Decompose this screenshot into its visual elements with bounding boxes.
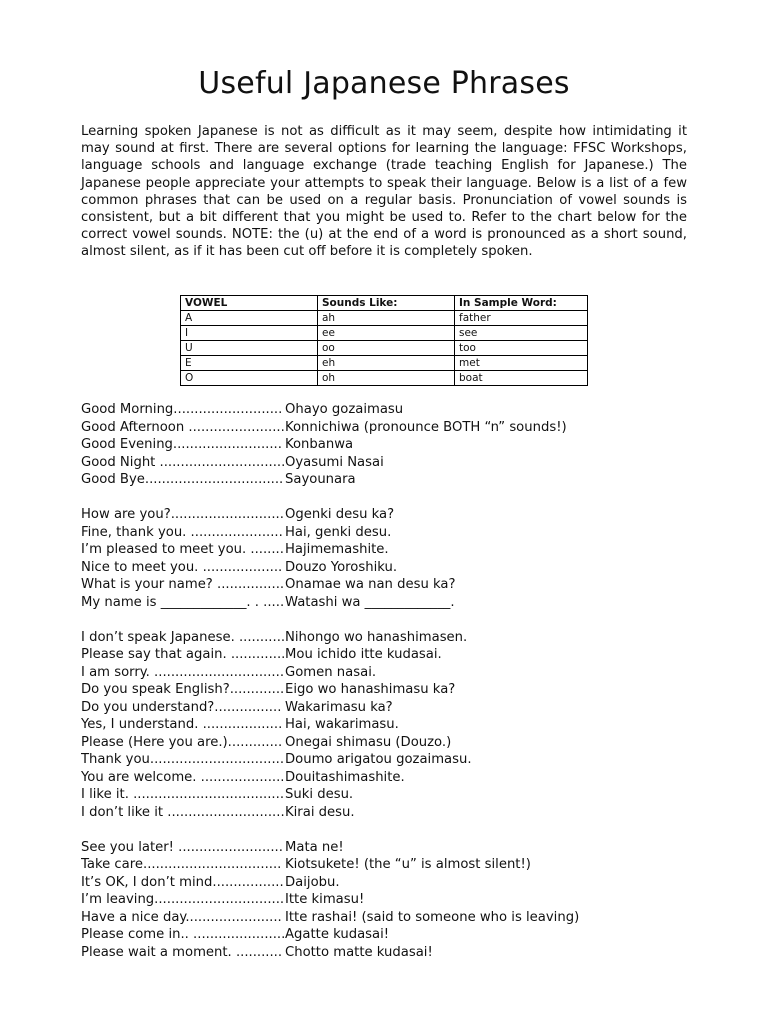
english-phrase: I don’t speak Japanese. ...........: [81, 629, 285, 645]
japanese-phrase: Douitashimashite.: [285, 769, 405, 785]
english-phrase: Good Bye.................................: [81, 472, 284, 487]
sound-cell: oo: [318, 341, 455, 356]
table-row: [181, 356, 588, 371]
page-title: Useful Japanese Phrases: [198, 66, 570, 101]
japanese-phrase: Eigo wo hanashimasu ka?: [285, 682, 456, 697]
english-phrase: Thank you................................: [81, 752, 285, 767]
list-item: [81, 944, 701, 962]
vowel-cell: A: [181, 311, 318, 326]
japanese-phrase: Itte rashai! (said to someone who is leaving): [285, 909, 580, 925]
vowel-table-header: [181, 296, 588, 311]
japanese-phrase: Konbanwa: [285, 437, 354, 452]
vowel-cell: U: [181, 341, 318, 356]
list-item: [81, 909, 701, 927]
japanese-phrase: Gomen nasai.: [285, 664, 377, 680]
vowel-cell: O: [181, 371, 318, 386]
japanese-phrase: Oyasumi Nasai: [285, 454, 384, 470]
japanese-phrase: Kirai desu.: [285, 804, 355, 820]
list-item: [81, 664, 701, 682]
sound-cell: eh: [318, 356, 455, 371]
phrase-group: [81, 629, 701, 822]
vowel-table: [180, 295, 588, 386]
sound-cell: oh: [318, 371, 455, 386]
japanese-phrase: Hajimemashite.: [285, 542, 389, 557]
list-item: [81, 454, 701, 472]
english-phrase: I don’t like it ............................: [81, 804, 285, 820]
japanese-phrase: Doumo arigatou gozaimasu.: [285, 752, 472, 767]
english-phrase: My name is _____________. . .....: [81, 594, 285, 610]
japanese-phrase: Ogenki desu ka?: [285, 507, 395, 522]
vowel-cell: I: [181, 326, 318, 341]
japanese-phrase: Sayounara: [285, 472, 356, 487]
japanese-phrase: Watashi wa _____________.: [285, 594, 455, 610]
list-item: [81, 769, 701, 787]
english-phrase: Do you speak English?.............: [81, 682, 285, 697]
table-row: [181, 311, 588, 326]
english-phrase: How are you?...........................: [81, 507, 284, 522]
japanese-phrase: Nihongo wo hanashimasen.: [285, 629, 468, 645]
list-item: [81, 926, 701, 944]
japanese-phrase: Douzo Yoroshiku.: [285, 559, 398, 575]
english-phrase: Good Evening..........................: [81, 437, 282, 452]
japanese-phrase: Mata ne!: [285, 839, 344, 855]
table-row: [181, 326, 588, 341]
list-item: [81, 506, 701, 524]
japanese-phrase: Kiotsukete! (the “u” is almost silent!): [285, 857, 531, 872]
intro-paragraph: Learning spoken Japanese is not as difficult as it may seem, despite how intimidating it may sound at first. There are several options for learning the language: FFSC Workshops, language schools and language exchange (trade teaching English for Japanese.) The Japanese people appreciate your attempts to speak their language. Below is a list of a few common phrases that can be used on a regular basis. Pronunciation of vowel sounds is consistent, but a bit different that you might be used to. Refer to the chart below for the correct vowel sounds. NOTE: the (u) at the end of a word is pronounced as a short sound, almost silent, as if it has been cut off before it is completely spoken.: [81, 124, 687, 260]
english-phrase: Please wait a moment. ...........: [81, 944, 283, 960]
english-phrase: It’s OK, I don’t mind.................: [81, 874, 284, 890]
english-phrase: Good Afternoon .......................: [81, 419, 285, 435]
list-item: [81, 716, 701, 734]
japanese-phrase: Hai, genki desu.: [285, 524, 392, 540]
sample-word-cell: father: [455, 311, 588, 326]
list-item: [81, 576, 701, 594]
sample-word-cell: boat: [455, 371, 588, 386]
list-item: [81, 646, 701, 664]
english-phrase: What is your name? ................: [81, 577, 285, 592]
japanese-phrase: Ohayo gozaimasu: [285, 402, 404, 417]
sample-word-cell: met: [455, 356, 588, 371]
list-item: [81, 419, 701, 437]
list-item: [81, 734, 701, 752]
english-phrase: Good Morning..........................: [81, 402, 283, 417]
japanese-phrase: Agatte kudasai!: [285, 927, 390, 942]
list-item: [81, 401, 701, 419]
english-phrase: See you later! .........................: [81, 839, 283, 855]
english-phrase: I am sorry. ...............................: [81, 664, 285, 680]
english-phrase: Nice to meet you. ...................: [81, 559, 283, 575]
list-item: [81, 594, 701, 612]
japanese-phrase: Hai, wakarimasu.: [285, 717, 399, 732]
list-item: [81, 699, 701, 717]
japanese-phrase: Itte kimasu!: [285, 892, 365, 907]
sample-word-cell: see: [455, 326, 588, 341]
english-phrase: I like it. ....................................: [81, 787, 285, 802]
phrase-group: [81, 506, 701, 611]
english-phrase: Please say that again. .............: [81, 647, 285, 662]
english-phrase: Please come in.. ......................: [81, 927, 285, 942]
japanese-phrase: Onegai shimasu (Douzo.): [285, 734, 452, 750]
english-phrase: Yes, I understand. ...................: [81, 717, 283, 732]
english-phrase: Fine, thank you. ......................: [81, 524, 283, 540]
list-item: [81, 541, 701, 559]
english-phrase: Take care.................................: [81, 857, 282, 872]
list-item: [81, 436, 701, 454]
english-phrase: Good Night ..............................: [81, 454, 285, 470]
list-item: [81, 471, 701, 489]
english-phrase: Do you understand?................: [81, 699, 282, 715]
list-item: [81, 751, 701, 769]
list-item: [81, 524, 701, 542]
list-item: [81, 786, 701, 804]
sound-cell: ah: [318, 311, 455, 326]
english-phrase: Have a nice day.......................: [81, 909, 282, 925]
english-phrase: I’m pleased to meet you. ........: [81, 542, 284, 557]
english-phrase: Please (Here you are.).............: [81, 734, 283, 750]
list-item: [81, 681, 701, 699]
japanese-phrase: Chotto matte kudasai!: [285, 944, 433, 960]
sounds-like-header: Sounds Like:: [318, 296, 455, 311]
japanese-phrase: Wakarimasu ka?: [285, 699, 393, 715]
phrase-group: [81, 839, 701, 962]
japanese-phrase: Konnichiwa (pronounce BOTH “n” sounds!): [285, 419, 567, 435]
japanese-phrase: Mou ichido itte kudasai.: [285, 647, 442, 662]
list-item: [81, 629, 701, 647]
list-item: [81, 891, 701, 909]
english-phrase: You are welcome. ....................: [81, 769, 285, 785]
sound-cell: ee: [318, 326, 455, 341]
list-item: [81, 559, 701, 577]
english-phrase: I’m leaving...............................: [81, 892, 285, 907]
sample-word-header: In Sample Word:: [455, 296, 588, 311]
vowel-header: VOWEL: [181, 296, 318, 311]
list-item: [81, 856, 701, 874]
japanese-phrase: Suki desu.: [285, 787, 354, 802]
vowel-cell: E: [181, 356, 318, 371]
phrase-group: [81, 401, 701, 489]
japanese-phrase: Daijobu.: [285, 874, 340, 890]
table-row: [181, 371, 588, 386]
table-row: [181, 341, 588, 356]
list-item: [81, 874, 701, 892]
phrase-list: [81, 401, 701, 979]
sample-word-cell: too: [455, 341, 588, 356]
list-item: [81, 839, 701, 857]
list-item: [81, 804, 701, 822]
japanese-phrase: Onamae wa nan desu ka?: [285, 577, 456, 592]
